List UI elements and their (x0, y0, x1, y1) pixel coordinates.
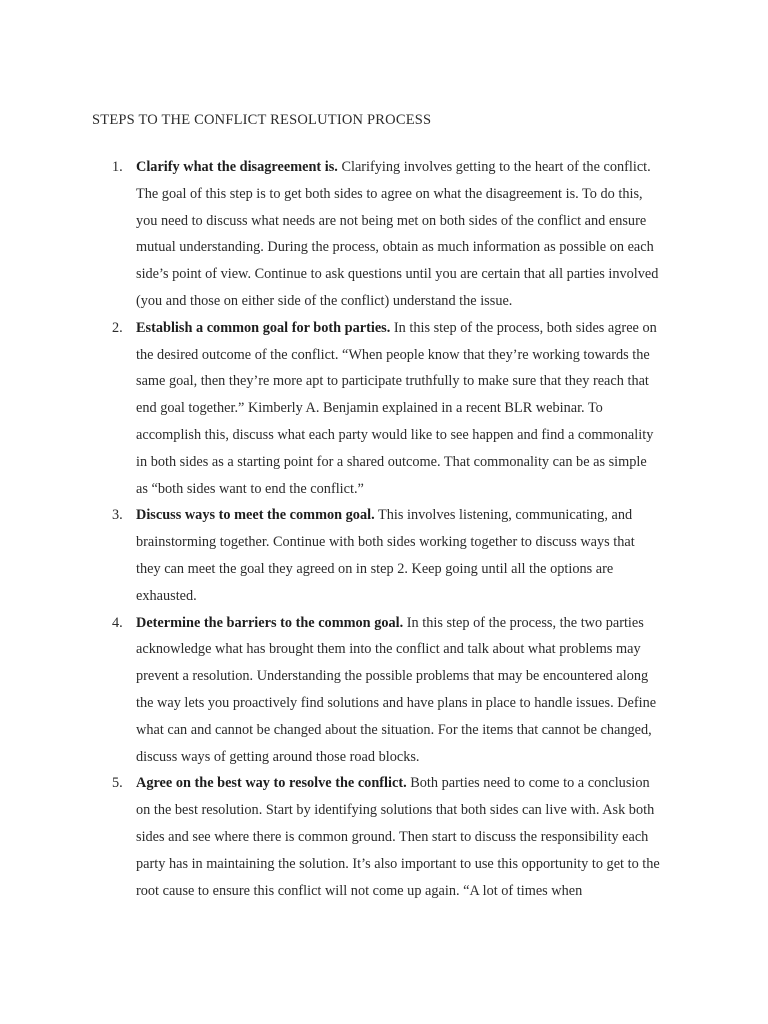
step-heading: Clarify what the disagreement is. (136, 159, 338, 175)
step-number: 3. (112, 507, 123, 524)
step-body: Both parties need to come to a conclusion on the best resolution. Start by identifying solutions that both sides can live with. Ask both sides and see where there is common ground. Then start to discuss the responsibility each party has in maintaining the solution. It’s also important to use this opportunity to get to the root cause to ensure this conflict will not come up again. “A lot of times when (136, 775, 660, 899)
step-heading: Discuss ways to meet the common goal. (136, 507, 375, 524)
step-item (0, 315, 660, 503)
step-number: 4. (112, 614, 123, 631)
step-body: In this step of the process, the two parties acknowledge what has brought them into the conflict and talk about what problems may prevent a resolution. Understanding the possible problems that may be encountered along the way lets you proactively find solutions and have plans in place to handle issues. Define what can and cannot be changed about the situation. For the items that cannot be changed, discuss ways of getting around those road blocks. (136, 614, 657, 765)
step-number: 2. (112, 319, 123, 336)
step-item (0, 610, 660, 771)
step-heading: Establish a common goal for both parties. (136, 319, 391, 336)
step-item (0, 770, 660, 904)
step-body: In this step of the process, both sides agree on the desired outcome of the conflict. “When people know that they’re working towards the same goal, then they’re more apt to participate truthfully to make sure that they reach that end goal together.” Kimberly A. Benjamin explained in a recent BLR webinar. To accomplish this, discuss what each party would like to see happen and find a commonality in both sides as a starting point for a shared outcome. That commonality can be as simple as “both sides want to end the conflict.” (136, 319, 657, 497)
step-number: 5. (112, 775, 123, 792)
step-body: Clarifying involves getting to the heart of the conflict. The goal of this step is to get both sides to agree on what the disagreement is. To do this, you need to discuss what needs are not being met on both sides of the conflict and ensure mutual understanding. During the process, obtain as much information as possible on each side’s point of view. Continue to ask questions until you are certain that all parties involved (you and those on either side of the conflict) understand the issue. (136, 159, 659, 309)
document-title: STEPS TO THE CONFLICT RESOLUTION PROCESS (92, 112, 432, 128)
steps-list (0, 154, 768, 904)
step-heading: Agree on the best way to resolve the conflict. (136, 775, 407, 792)
step-heading: Determine the barriers to the common goal. (136, 614, 404, 631)
step-item (0, 154, 660, 315)
step-item (0, 502, 660, 609)
step-body: This involves listening, communicating, and brainstorming together. Continue with both sides working together to discuss ways that they can meet the goal they agreed on in step 2. Keep going until all the options are exhausted. (136, 507, 635, 604)
step-number: 1. (112, 159, 123, 175)
